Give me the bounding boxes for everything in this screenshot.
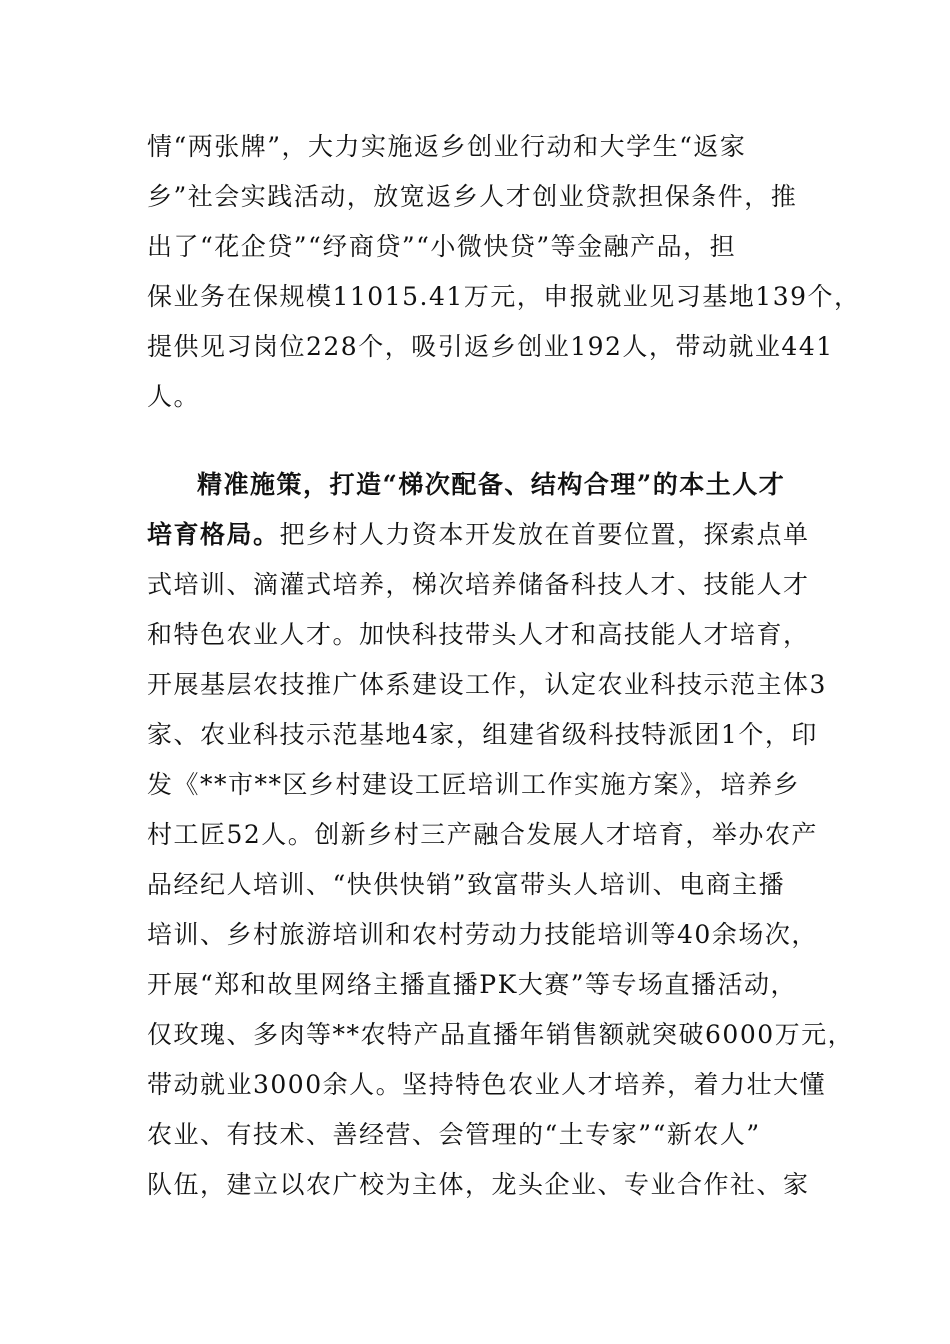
text-line: 人。 [147,382,201,411]
text-line: 品经纪人培训、“快供快销”致富带头人培训、电商主播 [147,870,786,899]
text-line: 村工匠52人。创新乡村三产融合发展人才培育，举办农产 [147,820,818,849]
text-line-rest: 把乡村人力资本开发放在首要位置，探索点单 [279,520,810,549]
text-line: 和特色农业人才。加快科技带头人才和高技能人才培育， [147,620,810,649]
text-line: 队伍，建立以农广校为主体，龙头企业、专业合作社、家 [147,1170,810,1199]
text-line: 农业、有技术、善经营、会管理的“土专家”“新农人” [147,1120,761,1149]
text-line: 式培训、滴灌式培养，梯次培养储备科技人才、技能人才 [147,570,810,599]
text-line: 培训、乡村旅游培训和农村劳动力技能培训等40余场次， [147,920,818,949]
text-line: 开展“郑和故里网络主播直播PK大赛”等专场直播活动， [147,970,798,999]
text-line [147,518,810,552]
section-heading: 精准施策，打造“梯次配备、结构合理”的本土人才 [197,470,786,499]
text-line: 发《**市**区乡村建设工匠培训工作实施方案》，培养乡 [147,770,801,799]
text-line: 仅玫瑰、多肉等**农特产品直播年销售额就突破6000万元， [147,1020,855,1049]
text-line: 情“两张牌”，大力实施返乡创业行动和大学生“返家 [147,132,747,161]
text-line: 带动就业3000余人。坚持特色农业人才培养，着力壮大懂 [147,1070,827,1099]
text-line: 提供见习岗位228个，吸引返乡创业192人，带动就业441 [147,332,834,361]
text-line: 开展基层农技推广体系建设工作，认定农业科技示范主体3 [147,670,827,699]
text-line: 出了“花企贷”“纾商贷”“小微快贷”等金融产品，担 [147,232,737,261]
text-line: 保业务在保规模11015.41万元，申报就业见习基地139个， [147,282,861,311]
section-heading-end: 培育格局。 [147,520,280,549]
text-line: 家、农业科技示范基地4家，组建省级科技特派团1个，印 [147,720,818,749]
text-line: 乡”社会实践活动，放宽返乡人才创业贷款担保条件，推 [147,182,798,211]
